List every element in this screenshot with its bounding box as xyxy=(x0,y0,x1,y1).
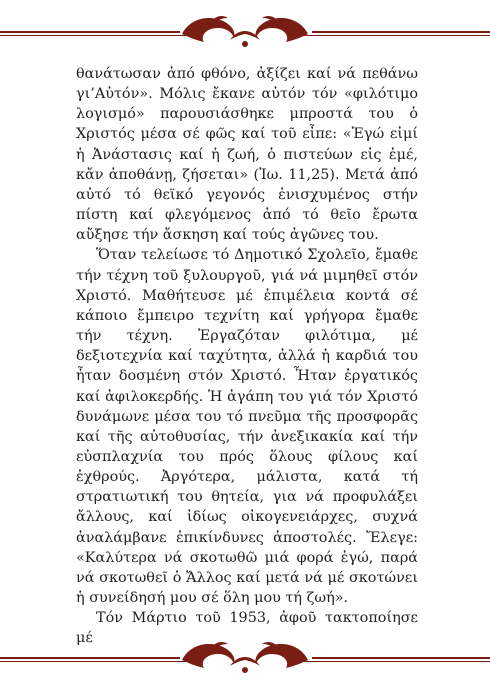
paragraph-1: θανάτωσαν ἀπό φθόνο, ἀξίζει καί νά πεθάνω γι’Αὐτόν». Μόλις ἔκανε αὐτόν τόν «φιλότιμο λογισμό» παρουσιάσθηκε μπροστά του ὁ Χριστός μέσα σέ φῶς καί τοῦ εἶπε: «Ἐγώ εἰμί ἡ Ἀνάστασις καί ἡ ζωή, ὁ πιστεύων εἰς ἐμέ, κἄν ἀποθάνῃ, ζήσεται» (Ἰω. 11,25). Μετά ἀπό αὐτό τό θεϊκό γεγονός ἐνισχυμένος στήν πίστη καί φλεγόμενος ἀπό τό θεῖο ἔρωτα αὔξησε τήν ἄσκηση καί τούς ἀγῶνες του. xyxy=(76,66,418,244)
top-ornament xyxy=(0,10,490,56)
body-text xyxy=(76,64,418,649)
paragraph-3: Τόν Μάρτιο τοῦ 1953, ἀφοῦ τακτοποίησε μέ xyxy=(76,610,418,647)
paragraph-2: Ὅταν τελείωσε τό Δημοτικό Σχολεῖο, ἔμαθε τήν τέχνη τοῦ ξυλουργοῦ, γιά νά μιμηθεῖ στόν Χριστό. Μαθήτευσε μέ ἐπιμέλεια κοντά σέ κάποιο ἔμπειρο τεχνίτη καί γρήγορα ἔμαθε τήν τέχνη. Ἐργαζόταν φιλότιμα, μέ δεξιοτεχνία καί ταχύτητα, ἀλλά ἡ καρδιά του ἦταν δοσμένη στόν Χριστό. Ἦταν ἐργατικός καί ἀφιλοκερδής. Ἡ ἀγάπη του γιά τόν Χριστό δυνάμωνε μέσα του τό πνεῦμα τῆς προσφορᾶς καί τῆς αὐτοθυσίας, τήν ἀνεξικακία καί τήν εὐσπλαχνία του πρός ὅλους φίλους καί ἐχθρούς. Ἀργότερα, μάλιστα, κατά τή στρατιωτική του θητεία, για νά προφυλάξει ἄλλους, καί ἰδίως οἰκογενειάρχες, συχνά ἀναλάμβανε ἐπικίνδυνες ἀποστολές. Ἔλεγε: «Καλύτερα νά σκοτωθῶ μιά φορά ἐγώ, παρά νά σκοτωθεῖ ὁ Ἄλλος καί μετά νά μέ σκοτώνει ἡ συνείδησή μου σέ ὅλη μου τή ζωή». xyxy=(76,247,418,607)
bottom-ornament xyxy=(0,636,490,682)
